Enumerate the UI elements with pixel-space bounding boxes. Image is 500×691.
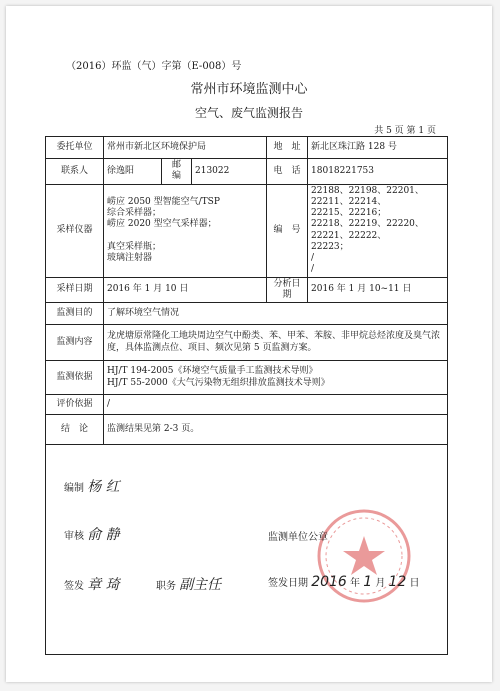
- instruments-row: [46, 184, 448, 277]
- issued-signature: 章 琦: [87, 577, 120, 593]
- position-signature: 副主任: [179, 577, 222, 593]
- compiled-by: [64, 476, 120, 496]
- client-label: 委托单位: [46, 137, 104, 159]
- basis-line: HJ/T 55-2000《大气污染物无组织排放监测技术导则》: [107, 377, 330, 388]
- dates-row: [46, 277, 448, 303]
- purpose-label: 监测目的: [46, 303, 104, 325]
- basis-line: HJ/T 194-2005《环境空气质量手工监测技术导则》: [107, 366, 318, 377]
- reviewed-by: [64, 524, 120, 544]
- purpose-row: [46, 303, 448, 325]
- number-line: 22188、22198、22201、22211、22214、: [311, 185, 424, 207]
- issue-month: 1: [363, 574, 373, 590]
- contact-label: 联系人: [46, 159, 104, 185]
- conclusion-value: 监测结果见第 2-3 页。: [104, 415, 448, 445]
- report-title: 空气、废气监测报告: [194, 106, 303, 120]
- instrument-line: 综合采样器；: [107, 208, 162, 218]
- basis-label: 监测依据: [46, 361, 104, 395]
- reviewed-label: 审核: [64, 531, 84, 542]
- analysis-date-label: 分析日期: [267, 277, 308, 303]
- position-label: 职务: [156, 581, 176, 592]
- number-line: 22223；: [311, 241, 349, 252]
- contact-value: 徐逸阳: [104, 159, 162, 185]
- phone-value: 18018221753: [308, 159, 448, 185]
- postcode-label: 邮 编: [162, 159, 192, 185]
- page-info: 共 5 页 第 1 页: [374, 126, 436, 136]
- month-char: 月: [375, 578, 386, 589]
- position: [156, 574, 221, 594]
- instrument-line: 崂应 2020 型空气采样器；: [107, 219, 217, 230]
- instrument-line: 崂应 2050 型智能空气/TSP: [107, 196, 220, 207]
- issued-label: 签发: [64, 581, 84, 592]
- instrument-line: 玻璃注射器: [107, 253, 153, 263]
- conclusion-label: 结 论: [46, 415, 104, 445]
- number-list: [308, 184, 448, 277]
- report-page: [6, 6, 492, 682]
- analysis-date-value: 2016 年 1 月 10~11 日: [308, 277, 448, 303]
- address-label: 地 址: [267, 137, 308, 159]
- postcode-value: 213022: [192, 159, 267, 185]
- compiled-signature: 杨 红: [87, 479, 120, 495]
- conclusion-row: [46, 415, 448, 445]
- issue-date: [268, 574, 420, 590]
- number-line: /: [311, 264, 315, 275]
- client-row: [46, 137, 448, 159]
- evaluation-row: [46, 395, 448, 415]
- seal-label: 监测单位公章: [268, 532, 328, 543]
- issue-day: 12: [388, 574, 407, 590]
- number-line: 22218、22219、22220、22221、22222、: [311, 219, 424, 241]
- day-char: 日: [409, 578, 420, 589]
- year-char: 年: [350, 578, 361, 589]
- instrument-line: 真空采样瓶；: [107, 241, 162, 252]
- basis-row: [46, 361, 448, 395]
- contact-row: [46, 159, 448, 185]
- sampling-date-label: 采样日期: [46, 277, 104, 303]
- organization-name: 常州市环境监测中心: [190, 82, 308, 97]
- instruments-label: 采样仪器: [46, 184, 104, 277]
- compiled-label: 编制: [64, 483, 84, 494]
- reviewed-signature: 俞 静: [87, 527, 120, 543]
- issue-year: 2016: [311, 574, 347, 590]
- document-number: （2016）环监（气）字第（E-008）号: [66, 61, 242, 72]
- issue-date-label: 签发日期: [268, 578, 308, 589]
- issued-by: [64, 574, 120, 594]
- content-value: 龙虎塘原常隆化工地块周边空气中酚类、苯、甲苯、苯胺、非甲烷总烃浓度及臭气浓度，具体监测点位、项目、频次见第 5 页监测方案。: [104, 325, 448, 361]
- number-line: 22215、22216；: [311, 208, 387, 218]
- evaluation-value: /: [104, 395, 448, 415]
- number-line: /: [311, 253, 315, 263]
- client-value: 常州市新北区环境保护局: [104, 137, 267, 159]
- official-seal-stamp: [314, 506, 414, 606]
- seal-star: [343, 536, 385, 575]
- sampling-date-value: 2016 年 1 月 10 日: [104, 277, 267, 303]
- number-label: 编 号: [267, 184, 308, 277]
- evaluation-label: 评价依据: [46, 395, 104, 415]
- content-row: [46, 325, 448, 361]
- address-value: 新北区珠江路 128 号: [308, 137, 448, 159]
- purpose-value: 了解环境空气情况: [104, 303, 448, 325]
- content-label: 监测内容: [46, 325, 104, 361]
- instruments-list: [104, 184, 267, 277]
- basis-list: [104, 361, 448, 395]
- instrument-line: [107, 231, 263, 242]
- phone-label: 电 话: [267, 159, 308, 185]
